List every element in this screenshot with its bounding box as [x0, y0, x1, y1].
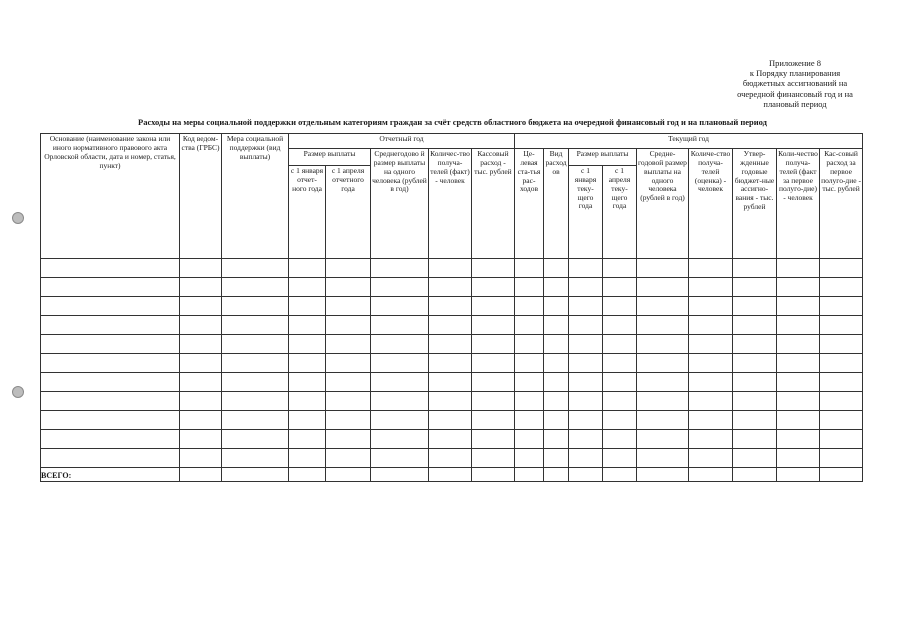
table-cell: [289, 373, 326, 392]
table-cell: [472, 297, 515, 316]
table-cell: [180, 297, 222, 316]
table-cell: [472, 335, 515, 354]
table-cell: [637, 316, 689, 335]
table-cell: [371, 278, 429, 297]
table-cell: [41, 392, 180, 411]
table-cell: [180, 373, 222, 392]
table-row: [41, 411, 863, 430]
table-cell: [544, 373, 569, 392]
table-cell: [41, 354, 180, 373]
table-cell: [569, 430, 603, 449]
table-cell: [820, 297, 863, 316]
table-cell: [777, 278, 820, 297]
table-cell: [544, 335, 569, 354]
table-cell: [289, 297, 326, 316]
table-cell: [637, 373, 689, 392]
header-rep-payment-size: Размер выплаты: [289, 149, 371, 166]
table-cell: [544, 316, 569, 335]
table-cell: [820, 449, 863, 468]
table-cell: [371, 354, 429, 373]
table-cell: [733, 335, 777, 354]
table-cell: [180, 259, 222, 278]
table-cell: [603, 259, 637, 278]
table-cell: [429, 449, 472, 468]
table-cell: [180, 316, 222, 335]
table-cell: [820, 278, 863, 297]
table-cell: [180, 392, 222, 411]
table-cell: [289, 411, 326, 430]
table-cell: [820, 373, 863, 392]
appendix-line: плановый период: [763, 98, 827, 109]
table-cell: [544, 259, 569, 278]
header-cur-approved: Утвер-жденные годовые бюджет-ные ассигно-вания - тыс. рублей: [733, 149, 777, 259]
table-cell: [569, 316, 603, 335]
table-cell: [429, 354, 472, 373]
table-cell: [222, 297, 289, 316]
table-cell: [515, 373, 544, 392]
table-cell: [603, 354, 637, 373]
table-row: [41, 449, 863, 468]
header-cur-from-jan: с 1 января теку-щего года: [569, 166, 603, 259]
table-cell: [733, 430, 777, 449]
table-cell: [689, 297, 733, 316]
table-cell: [777, 430, 820, 449]
table-cell: [429, 278, 472, 297]
table-cell: [544, 278, 569, 297]
table-cell: [371, 468, 429, 482]
table-cell: [777, 297, 820, 316]
table-cell: [222, 449, 289, 468]
table-cell: [569, 373, 603, 392]
table-cell: [569, 468, 603, 482]
table-cell: [371, 297, 429, 316]
table-cell: [180, 411, 222, 430]
table-cell: [326, 316, 371, 335]
table-cell: [429, 297, 472, 316]
table-cell: [569, 392, 603, 411]
table-cell: [326, 449, 371, 468]
table-cell: [544, 468, 569, 482]
appendix-line: бюджетных ассигнований на: [742, 78, 848, 89]
table-cell: [472, 468, 515, 482]
table-cell: [777, 354, 820, 373]
total-label: ВСЕГО:: [41, 468, 180, 482]
table-cell: [569, 259, 603, 278]
table-cell: [569, 297, 603, 316]
table-cell: [289, 449, 326, 468]
table-cell: [429, 335, 472, 354]
table-cell: [569, 411, 603, 430]
table-cell: [515, 392, 544, 411]
header-rep-recipients: Количес-тво получа-телей (факт) - человек: [429, 149, 472, 259]
table-cell: [777, 335, 820, 354]
header-rep-cash-expense: Кассовый расход - тыс. рублей: [472, 149, 515, 259]
table-cell: [222, 335, 289, 354]
table-cell: [180, 468, 222, 482]
table-cell: [733, 354, 777, 373]
table-cell: [637, 259, 689, 278]
table-cell: [689, 316, 733, 335]
table-cell: [569, 354, 603, 373]
table-cell: [733, 468, 777, 482]
table-cell: [472, 259, 515, 278]
table-cell: [429, 392, 472, 411]
table-cell: [429, 259, 472, 278]
table-cell: [326, 297, 371, 316]
table-cell: [289, 335, 326, 354]
table-cell: [689, 411, 733, 430]
table-cell: [180, 354, 222, 373]
table-cell: [777, 449, 820, 468]
table-cell: [689, 468, 733, 482]
table-cell: [472, 411, 515, 430]
table-cell: [689, 392, 733, 411]
table-cell: [820, 354, 863, 373]
table-cell: [603, 449, 637, 468]
table-cell: [180, 335, 222, 354]
table-cell: [41, 373, 180, 392]
table-cell: [222, 316, 289, 335]
table-cell: [733, 278, 777, 297]
header-cur-cash-h1: Кас-совый расход за первое полуго-дие - тыс. рублей: [820, 149, 863, 259]
table-cell: [180, 278, 222, 297]
table-cell: [777, 259, 820, 278]
table-cell: [289, 316, 326, 335]
appendix-line: к Порядку планирования: [749, 68, 841, 79]
table-cell: [429, 411, 472, 430]
table-cell: [41, 278, 180, 297]
table-cell: [289, 468, 326, 482]
table-cell: [637, 430, 689, 449]
table-cell: [637, 297, 689, 316]
table-cell: [544, 354, 569, 373]
table-cell: [603, 335, 637, 354]
header-reporting-year: Отчетный год: [289, 134, 515, 149]
table-cell: [515, 297, 544, 316]
table-cell: [689, 354, 733, 373]
document-title: Расходы на меры социальной поддержки отдельным категориям граждан за счёт средств областного бюджета на очередной финансовый год и на плановый период: [138, 117, 767, 127]
table-cell: [41, 430, 180, 449]
table-cell: [569, 278, 603, 297]
table-cell: [689, 335, 733, 354]
table-cell: [569, 335, 603, 354]
table-cell: [777, 316, 820, 335]
table-cell: [820, 335, 863, 354]
table-cell: [820, 392, 863, 411]
table-row: [41, 373, 863, 392]
table-body: [41, 259, 863, 468]
table-cell: [41, 297, 180, 316]
table-cell: [472, 316, 515, 335]
header-rep-from-jan: с 1 января отчет-ного года: [289, 166, 326, 259]
table-cell: [820, 430, 863, 449]
table-cell: [733, 411, 777, 430]
table-cell: [637, 468, 689, 482]
table-cell: [222, 259, 289, 278]
table-cell: [472, 354, 515, 373]
table-cell: [41, 449, 180, 468]
table-cell: [733, 392, 777, 411]
table-cell: [515, 468, 544, 482]
table-cell: [326, 259, 371, 278]
table-cell: [637, 335, 689, 354]
table-cell: [515, 354, 544, 373]
table-cell: [603, 430, 637, 449]
header-rep-avg-payment: Среднегодово й размер выплаты на одного человека (рублей в год): [371, 149, 429, 259]
table-cell: [326, 430, 371, 449]
table-cell: [289, 278, 326, 297]
table-cell: [733, 297, 777, 316]
table-cell: [41, 411, 180, 430]
table-cell: [820, 316, 863, 335]
table-cell: [371, 411, 429, 430]
total-row: [41, 468, 863, 482]
header-cur-avg-payment: Средне-годовой размер выплаты на одного человека (рублей в год): [637, 149, 689, 259]
table-cell: [637, 278, 689, 297]
header-dept-code: Код ведом-ства (ГРБС): [180, 134, 222, 259]
table-cell: [820, 411, 863, 430]
table-cell: [222, 373, 289, 392]
table-cell: [637, 449, 689, 468]
table-cell: [515, 449, 544, 468]
table-cell: [429, 430, 472, 449]
table-row: [41, 354, 863, 373]
table-cell: [472, 373, 515, 392]
table-cell: [777, 411, 820, 430]
table-cell: [515, 430, 544, 449]
table-cell: [289, 430, 326, 449]
header-cur-target-item: Це-левая ста-тья рас-ходов: [515, 149, 544, 259]
header-cur-expense-type: Вид расход ов: [544, 149, 569, 259]
table-cell: [371, 373, 429, 392]
header-cur-recipients-fact: Коли-чество получа-телей (факт за первое полуго-дие) - человек: [777, 149, 820, 259]
punch-hole-bottom: [12, 386, 24, 398]
appendix-line: очередной финансовый год и на: [737, 88, 853, 99]
table-cell: [733, 316, 777, 335]
table-cell: [180, 430, 222, 449]
table-cell: [689, 278, 733, 297]
table-cell: [689, 449, 733, 468]
table-cell: [472, 278, 515, 297]
table-cell: [289, 392, 326, 411]
table-cell: [326, 373, 371, 392]
table-row: [41, 278, 863, 297]
table-cell: [544, 430, 569, 449]
table-cell: [222, 430, 289, 449]
table-cell: [371, 430, 429, 449]
table-cell: [472, 449, 515, 468]
table-cell: [371, 449, 429, 468]
table-cell: [544, 392, 569, 411]
table-row: [41, 259, 863, 278]
table-cell: [544, 449, 569, 468]
table-cell: [637, 354, 689, 373]
table-row: [41, 392, 863, 411]
header-cur-payment-size: Размер выплаты: [569, 149, 637, 166]
table-cell: [326, 392, 371, 411]
header-current-year: Текущий год: [515, 134, 863, 149]
table-cell: [429, 316, 472, 335]
table-cell: [689, 430, 733, 449]
table-cell: [429, 373, 472, 392]
table-cell: [429, 468, 472, 482]
table-cell: [472, 392, 515, 411]
punch-hole-top: [12, 212, 24, 224]
header-cur-from-apr: с 1 апреля теку-щего года: [603, 166, 637, 259]
table-cell: [326, 354, 371, 373]
table-cell: [326, 411, 371, 430]
table-cell: [41, 335, 180, 354]
table-cell: [544, 297, 569, 316]
table-cell: [289, 354, 326, 373]
table-cell: [733, 449, 777, 468]
table-cell: [603, 316, 637, 335]
table-row: [41, 430, 863, 449]
table-cell: [820, 259, 863, 278]
table-cell: [472, 430, 515, 449]
table-cell: [222, 354, 289, 373]
table-cell: [371, 335, 429, 354]
table-cell: [371, 316, 429, 335]
appendix-line: Приложение 8: [769, 58, 821, 68]
table-cell: [777, 373, 820, 392]
table-cell: [371, 259, 429, 278]
table-cell: [326, 335, 371, 354]
table-cell: [515, 259, 544, 278]
header-support-measure: Мера социальной поддержки (вид выплаты): [222, 134, 289, 259]
table-row: [41, 335, 863, 354]
table-cell: [289, 259, 326, 278]
table-cell: [637, 411, 689, 430]
table-cell: [41, 316, 180, 335]
table-cell: [326, 468, 371, 482]
table-cell: [222, 468, 289, 482]
table-row: [41, 316, 863, 335]
table-cell: [820, 468, 863, 482]
table-cell: [569, 449, 603, 468]
table-cell: [603, 411, 637, 430]
table-cell: [777, 392, 820, 411]
table-cell: [515, 411, 544, 430]
header-basis: Основание (наименование закона или иного нормативного правового акта Орловской области, дата и номер, статья, пункт): [41, 134, 180, 259]
table-cell: [515, 335, 544, 354]
table-cell: [603, 468, 637, 482]
table-cell: [371, 392, 429, 411]
table-cell: [180, 449, 222, 468]
table-cell: [515, 316, 544, 335]
table-cell: [222, 411, 289, 430]
table-cell: [515, 278, 544, 297]
table-cell: [603, 278, 637, 297]
table-cell: [222, 392, 289, 411]
table-cell: [41, 259, 180, 278]
table-cell: [733, 373, 777, 392]
table-cell: [222, 278, 289, 297]
table-cell: [603, 373, 637, 392]
header-row-1: [41, 134, 863, 149]
appendix-note: [720, 58, 870, 109]
table-cell: [544, 411, 569, 430]
header-rep-from-apr: с 1 апреля отчетного года: [326, 166, 371, 259]
table-row: [41, 297, 863, 316]
expenses-table: [40, 133, 863, 482]
table-cell: [603, 392, 637, 411]
header-cur-recipients-estimate: Количе-ство получа-телей (оценка) - человек: [689, 149, 733, 259]
table-cell: [777, 468, 820, 482]
table-cell: [733, 259, 777, 278]
table-cell: [637, 392, 689, 411]
table-cell: [603, 297, 637, 316]
table-cell: [689, 259, 733, 278]
table-cell: [689, 373, 733, 392]
table-cell: [326, 278, 371, 297]
